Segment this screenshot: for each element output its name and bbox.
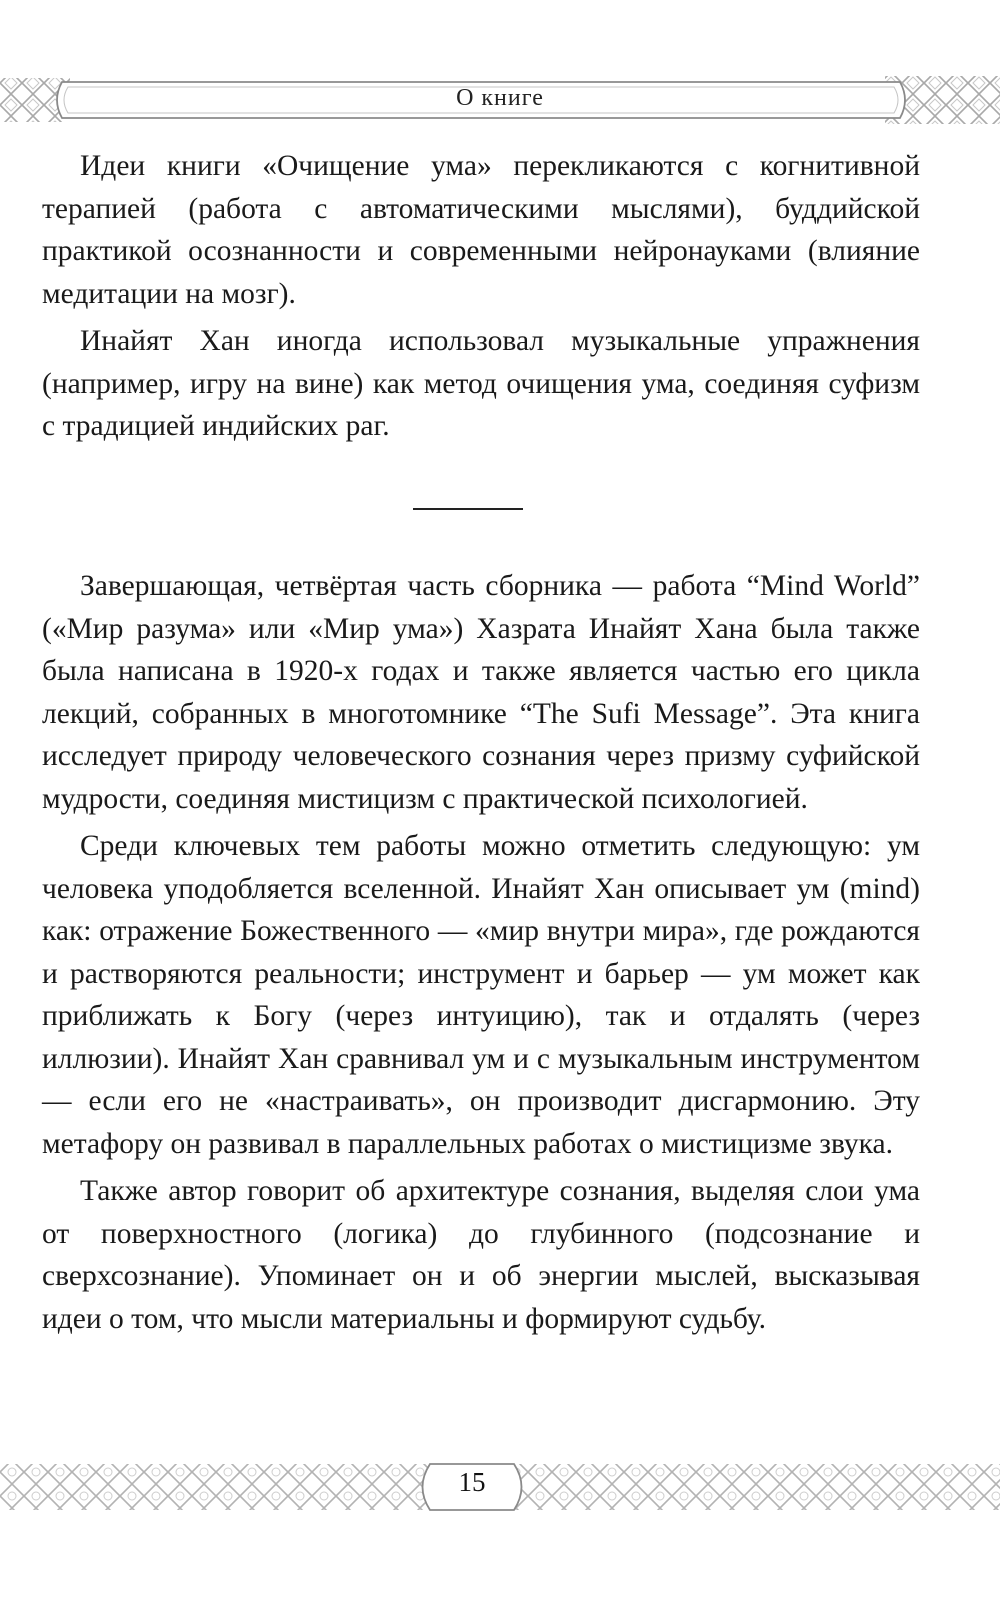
paragraph-key-themes: Среди ключевых тем работы можно отметить следующую: ум человека уподобляется вселенной. Инайят Хан описывает ум (mind) как: отражение Божественного — «мир внутри мира», где рождаются и растворяются реальности; инструмент и барьер — ум может как приближать к Богу (через интуицию), так и отдалять (через иллюзии). Инайят Хан сравнивал ум и с музыкальным инструментом — если его не «настраивать», он производит дисгармонию. Эту метафору он развивал в параллельных работах о мистицизме звука. [42,830,920,1160]
paragraph-mind-world-intro: Завершающая, четвёртая часть сборника — работа “Mind World” («Мир разума» или «Мир ума») Хазрата Инайят Хана была также была написана в 1920-х годах и также является частью его цикла лекций, собранных в многотомнике “The Sufi Message”. Эта книга исследует природу человеческого сознания через призму суфийской мудрости, соединяя мистицизм с практической психологией. [42,570,920,815]
paragraph-architecture-of-consciousness: Также автор говорит об архитектуре сознания, выделяя слои ума от поверхностного (логика) до глубинного (подсознание и сверхсознание). Упоминает он и об энергии мыслей, высказывая идеи о том, что мысли материальны и формируют судьбу. [42,1175,920,1335]
section-divider [413,508,523,510]
page-number: 15 [458,1467,486,1497]
section-2-text [42,565,920,1340]
running-title: О книге [456,85,544,111]
paragraph-musical-exercises: Инайят Хан иногда использовал музыкальные упражнения (например, игру на вине) как метод очищения ума, соединяя суфизм с традицией индийских раг. [42,325,920,442]
section-1-text [42,145,920,448]
paragraph-cognitive-therapy: Идеи книги «Очищение ума» перекликаются с когнитивной терапией (работа с автоматическими мыслями), буддийской практикой осознанности и современными нейронауками (влияние медитации на мозг). [42,150,920,310]
